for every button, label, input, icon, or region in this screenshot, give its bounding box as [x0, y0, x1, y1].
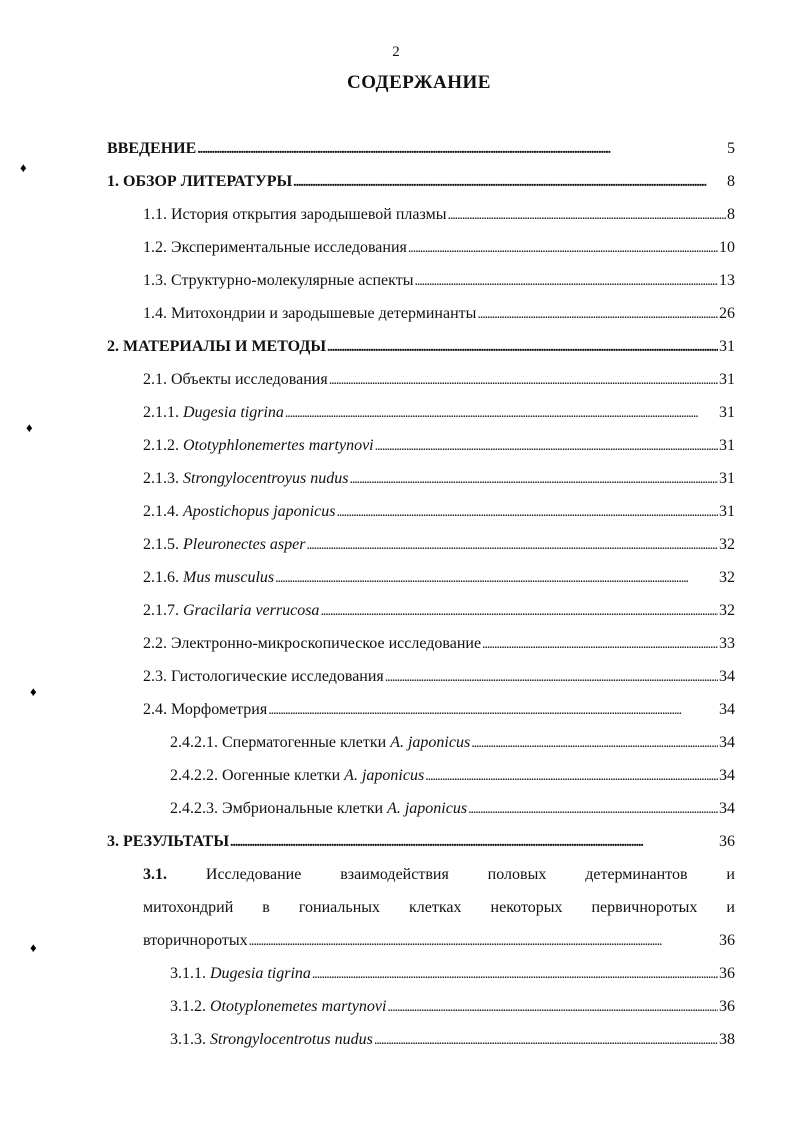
toc-entry-3-1-line2: митохондрий в гониальных клетках некоторых первичноротых и: [143, 899, 735, 916]
margin-mark: ♦: [20, 160, 27, 175]
toc-entry-number: 2.1.: [143, 371, 167, 388]
toc-entry-1-2[interactable]: [143, 239, 735, 257]
toc-entry-page: 33: [719, 635, 735, 652]
toc-entry-label: 3. РЕЗУЛЬТАТЫ: [107, 833, 230, 850]
toc-entry-chapter-2[interactable]: [107, 338, 735, 356]
toc-entry-page: 36: [719, 833, 735, 850]
toc-entry-2-1-4[interactable]: [143, 503, 735, 521]
toc-entry-page: 31: [719, 404, 735, 421]
toc-entry-number: 2.1.1.: [143, 404, 179, 421]
toc-entry-label: Ototyplonemetes martynovi: [210, 998, 387, 1015]
toc-entry-label: Морфометрия: [171, 701, 268, 718]
toc-entry-page: 8: [727, 206, 735, 223]
toc-entry-page: 31: [719, 371, 735, 388]
toc-entry-2-4-2-2[interactable]: [170, 767, 735, 785]
toc-entry-2-4[interactable]: [143, 701, 735, 719]
toc-entry-page: 31: [719, 338, 735, 355]
toc-entry-number: 2.1.2.: [143, 437, 179, 454]
toc-entry-label: Strongylocentroyus nudus: [183, 470, 349, 487]
toc-entry-label: вторичноротых: [143, 932, 248, 949]
toc-entry-label: Strongylocentrotus nudus: [210, 1031, 373, 1048]
toc-entry-chapter-1[interactable]: [107, 173, 735, 191]
toc-entry-number: 2.3.: [143, 668, 167, 685]
toc-entry-species: A. japonicus: [390, 734, 471, 751]
toc-entry-label: Pleuronectes asper: [183, 536, 306, 553]
margin-mark: ♦: [26, 420, 33, 435]
toc-entry-number: 3.1.2.: [170, 998, 206, 1015]
toc-entry-page: 13: [719, 272, 735, 289]
toc-entry-page: 26: [719, 305, 735, 322]
toc-entry-label: 2. МАТЕРИАЛЫ И МЕТОДЫ: [107, 338, 327, 355]
toc-entry-3-1-2[interactable]: [170, 998, 735, 1016]
page-title: СОДЕРЖАНИЕ: [347, 72, 491, 93]
toc-entry-page: 31: [719, 503, 735, 520]
toc-entry-label: Электронно-микроскопическое исследование: [171, 635, 482, 652]
toc-entry-page: 34: [719, 668, 735, 685]
toc-entry-label: Mus musculus: [183, 569, 275, 586]
page-number: 2: [392, 44, 400, 60]
toc-entry-page: 31: [719, 470, 735, 487]
toc-entry-number: 2.4.2.3.: [170, 800, 218, 817]
toc-entry-introduction[interactable]: [107, 140, 735, 158]
toc-entry-3-1-3[interactable]: [170, 1031, 735, 1049]
toc-entry-number: 2.1.3.: [143, 470, 179, 487]
toc-entry-page: 38: [719, 1031, 735, 1048]
toc-entry-number: 1.1.: [143, 206, 167, 223]
toc-entry-number: 2.4.2.1.: [170, 734, 218, 751]
toc-entry-label: Оогенные клетки: [222, 767, 345, 784]
toc-entry-number: 2.1.6.: [143, 569, 179, 586]
toc-entry-2-1-5[interactable]: [143, 536, 735, 554]
toc-entry-2-3[interactable]: [143, 668, 735, 686]
toc-entry-page: 10: [719, 239, 735, 256]
toc-entry-3-1-line3: [143, 932, 735, 950]
toc-entry-label: Сперматогенные клетки: [222, 734, 391, 751]
toc-entry-2-4-2-1[interactable]: [170, 734, 735, 752]
toc-entry-page: 34: [719, 701, 735, 718]
toc-entry-species: A. japonicus: [344, 767, 425, 784]
toc-entry-page: 5: [727, 140, 735, 157]
toc-entry-1-1[interactable]: [143, 206, 735, 224]
toc-entry-page: 32: [719, 536, 735, 553]
toc-entry-label: История открытия зародышевой плазмы: [171, 206, 447, 223]
toc-entry-page: 8: [727, 173, 735, 190]
toc-entry-label: Митохондрии и зародышевые детерминанты: [171, 305, 477, 322]
toc-entry-page: 31: [719, 437, 735, 454]
toc-entry-number: 2.1.7.: [143, 602, 179, 619]
margin-mark: ♦: [30, 684, 37, 699]
toc-entry-number: 2.1.5.: [143, 536, 179, 553]
toc-entry-page: 36: [719, 965, 735, 982]
toc-entry-2-1[interactable]: [143, 371, 735, 389]
toc-entry-label: Экспериментальные исследования: [171, 239, 407, 256]
toc-entry-number: 1.3.: [143, 272, 167, 289]
toc-entry-label: Объекты исследования: [171, 371, 328, 388]
toc-entry-3-1-1[interactable]: [170, 965, 735, 983]
toc-entry-label: Apostichopus japonicus: [183, 503, 336, 520]
toc-entry-number: 3.1.: [143, 866, 167, 883]
toc-entry-number: 3.1.1.: [170, 965, 206, 982]
margin-mark: ♦: [30, 940, 37, 955]
toc-entry-number: 2.1.4.: [143, 503, 179, 520]
toc-entry-2-1-3[interactable]: [143, 470, 735, 488]
toc-entry-2-4-2-3[interactable]: [170, 800, 735, 818]
toc-entry-species: A. japonicus: [387, 800, 468, 817]
toc-entry-1-3[interactable]: [143, 272, 735, 290]
toc-entry-1-4[interactable]: [143, 305, 735, 323]
toc-entry-label: Gracilaria verrucosa: [183, 602, 320, 619]
toc-entry-page: 34: [719, 800, 735, 817]
toc-entry-label: Эмбриональные клетки: [222, 800, 388, 817]
toc-entry-number: 2.4.2.2.: [170, 767, 218, 784]
toc-entry-2-1-1[interactable]: [143, 404, 735, 422]
toc-entry-2-2[interactable]: [143, 635, 735, 653]
toc-entry-label: Гистологические исследования: [171, 668, 384, 685]
toc-entry-page: 36: [719, 998, 735, 1015]
toc-entry-3-1-line1[interactable]: [143, 866, 735, 884]
toc-entry-number: 3.1.3.: [170, 1031, 206, 1048]
toc-entry-2-1-6[interactable]: [143, 569, 735, 587]
toc-entry-label: Dugesia tigrina: [183, 404, 284, 421]
toc-entry-label: ВВЕДЕНИЕ: [107, 140, 197, 157]
toc-entry-number: 2.4.: [143, 701, 167, 718]
toc-entry-page: 36: [719, 932, 735, 949]
toc-entry-page: 34: [719, 734, 735, 751]
toc-entry-2-1-2[interactable]: [143, 437, 735, 455]
toc-entry-page: 32: [719, 569, 735, 586]
toc-entry-2-1-7[interactable]: [143, 602, 735, 620]
toc-entry-label: Исследование взаимодействия половых детерминантов и: [205, 866, 735, 883]
toc-entry-page: 34: [719, 767, 735, 784]
toc-entry-number: 1.4.: [143, 305, 167, 322]
toc-entry-chapter-3[interactable]: [107, 833, 735, 851]
toc-entry-number: 2.2.: [143, 635, 167, 652]
toc-entry-number: 1.2.: [143, 239, 167, 256]
toc-entry-label: Dugesia tigrina: [210, 965, 311, 982]
toc-entry-page: 32: [719, 602, 735, 619]
toc-entry-label: Ototyphlonemertes martynovi: [183, 437, 374, 454]
toc-entry-label: Структурно-молекулярные аспекты: [171, 272, 414, 289]
toc-entry-label: 1. ОБЗОР ЛИТЕРАТУРЫ: [107, 173, 293, 190]
